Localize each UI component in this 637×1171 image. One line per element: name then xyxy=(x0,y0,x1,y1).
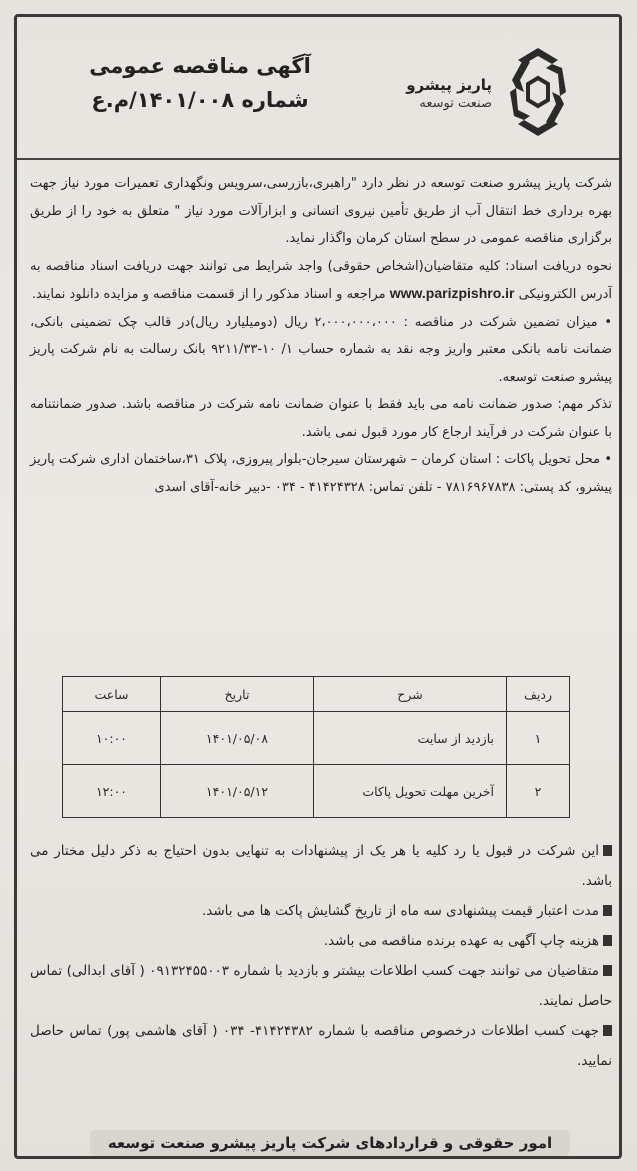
company-logo xyxy=(350,36,580,146)
cell-time: ۱۲:۰۰ xyxy=(63,765,161,818)
logo-name: پاریز پیشرو xyxy=(406,76,492,94)
notes-list xyxy=(30,836,612,1076)
header-date: تاریخ xyxy=(161,677,314,712)
website-link[interactable]: www.parizpishro.ir xyxy=(389,285,515,301)
notice-body xyxy=(30,170,612,501)
list-item xyxy=(30,926,612,956)
schedule-table xyxy=(62,676,570,818)
list-item xyxy=(30,896,612,926)
note-text: متقاضیان می توانند جهت کسب اطلاعات بیشتر و بازدید با شماره ۰۹۱۳۲۴۵۵۰۰۳ ( آقای ابدالی) تماس حاصل نمایند. xyxy=(30,963,612,1009)
square-bullet-icon xyxy=(603,935,612,946)
notice-number: شماره ۱۴۰۱/۰۰۸/م.ع xyxy=(91,88,309,112)
table-row xyxy=(63,712,570,765)
note-text: این شرکت در قبول یا رد کلیه یا هر یک از پیشنهادات به تنهایی بدون احتیاج به ذکر دلیل مختار می باشد. xyxy=(30,843,612,889)
square-bullet-icon xyxy=(603,965,612,976)
paragraph-important-note: تذکر مهم: صدور ضمانت نامه می باید فقط با عنوان ضمانت نامه شرکت در مناقصه باشد. صدور ضمانتنامه با عنوان شرکت در فرآیند ارجاع کار مورد قبول نمی باشد. xyxy=(30,397,612,440)
paragraph-documents xyxy=(30,253,612,309)
square-bullet-icon xyxy=(603,845,612,856)
list-item xyxy=(30,836,612,896)
table-row xyxy=(63,765,570,818)
header-row-number: ردیف xyxy=(507,677,570,712)
note-text: هزینه چاپ آگهی به عهده برنده مناقصه می باشد. xyxy=(323,933,599,949)
note-text: جهت کسب اطلاعات درخصوص مناقصه با شماره ۴۱۴۲۴۳۸۲- ۰۳۴ ( آقای هاشمی پور) تماس حاصل نمایید. xyxy=(30,1023,612,1069)
documents-text-before: نحوه دریافت اسناد: کلیه متقاضیان(اشخاص حقوقی) واجد شرایط می توانند جهت دریافت اسناد مناقصه به آدرس الکترونیکی xyxy=(30,258,612,302)
documents-text-after: مراجعه و اسناد مذکور را از قسمت مناقصه و مزایده دانلود نمایند. xyxy=(31,287,386,302)
note-text: مدت اعتبار قیمت پیشنهادی سه ماه از تاریخ گشایش پاکت ها می باشد. xyxy=(201,903,599,919)
cell-row-number: ۱ xyxy=(507,712,570,765)
cell-description: بازدید از سایت xyxy=(314,712,507,765)
cell-row-number: ۲ xyxy=(507,765,570,818)
header-time: ساعت xyxy=(63,677,161,712)
header-divider xyxy=(17,158,619,160)
header-description: شرح xyxy=(314,677,507,712)
paragraph-delivery: • محل تحویل پاکات : استان کرمان – شهرستان سیرجان-بلوار پیروزی، پلاک ۳۱،ساختمان اداری شرکت پاریز پیشرو، کد پستی: ۷۸۱۶۹۶۷۸۳۸ - تلفن تماس: ۴۱۴۲۴۳۲۸ - ۰۳۴ -دبیر خانه-آقای اسدی xyxy=(30,452,613,495)
logo-mark-icon xyxy=(506,44,570,140)
table-header-row xyxy=(63,677,570,712)
paragraph-guarantee: • میزان تضمین شرکت در مناقصه : ۲،۰۰۰،۰۰۰،۰۰۰ ریال (دومیلیارد ریال)در قالب چک تضمینی بانکی، ضمانت نامه بانکی معتبر واریز وجه نقد به شماره حساب ۱/ ۱۰-۹۲۱۱/۳۳ بانک رسالت به نام شرکت پاریز پیشرو صنعت توسعه. xyxy=(30,314,612,385)
notice-title: آگهی مناقصه عمومی xyxy=(89,54,311,78)
list-item xyxy=(30,956,612,1016)
cell-description: آخرین مهلت تحویل پاکات xyxy=(314,765,507,818)
square-bullet-icon xyxy=(603,905,612,916)
notice-header xyxy=(30,36,600,154)
title-block xyxy=(50,54,350,112)
cell-date: ۱۴۰۱/۰۵/۱۲ xyxy=(161,765,314,818)
paragraph-intro: شرکت پاریز پیشرو صنعت توسعه در نظر دارد "راهبری،بازرسی،سرویس ونگهداری تعمیرات مورد نیاز جهت بهره برداری خط انتقال آب از طریق تأمین نیروی انسانی و ابزارآلات مورد نیاز " متعلق به خود را از طریق برگزاری مناقصه عمومی در سطح استان کرمان واگذار نماید. xyxy=(30,176,612,246)
logo-text xyxy=(406,76,492,111)
logo-subtitle: صنعت توسعه xyxy=(419,96,492,111)
footer-signature: امور حقوقی و قراردادهای شرکت پاریز پیشرو صنعت توسعه xyxy=(90,1130,570,1156)
square-bullet-icon xyxy=(603,1025,612,1036)
cell-date: ۱۴۰۱/۰۵/۰۸ xyxy=(161,712,314,765)
cell-time: ۱۰:۰۰ xyxy=(63,712,161,765)
list-item xyxy=(30,1016,612,1076)
